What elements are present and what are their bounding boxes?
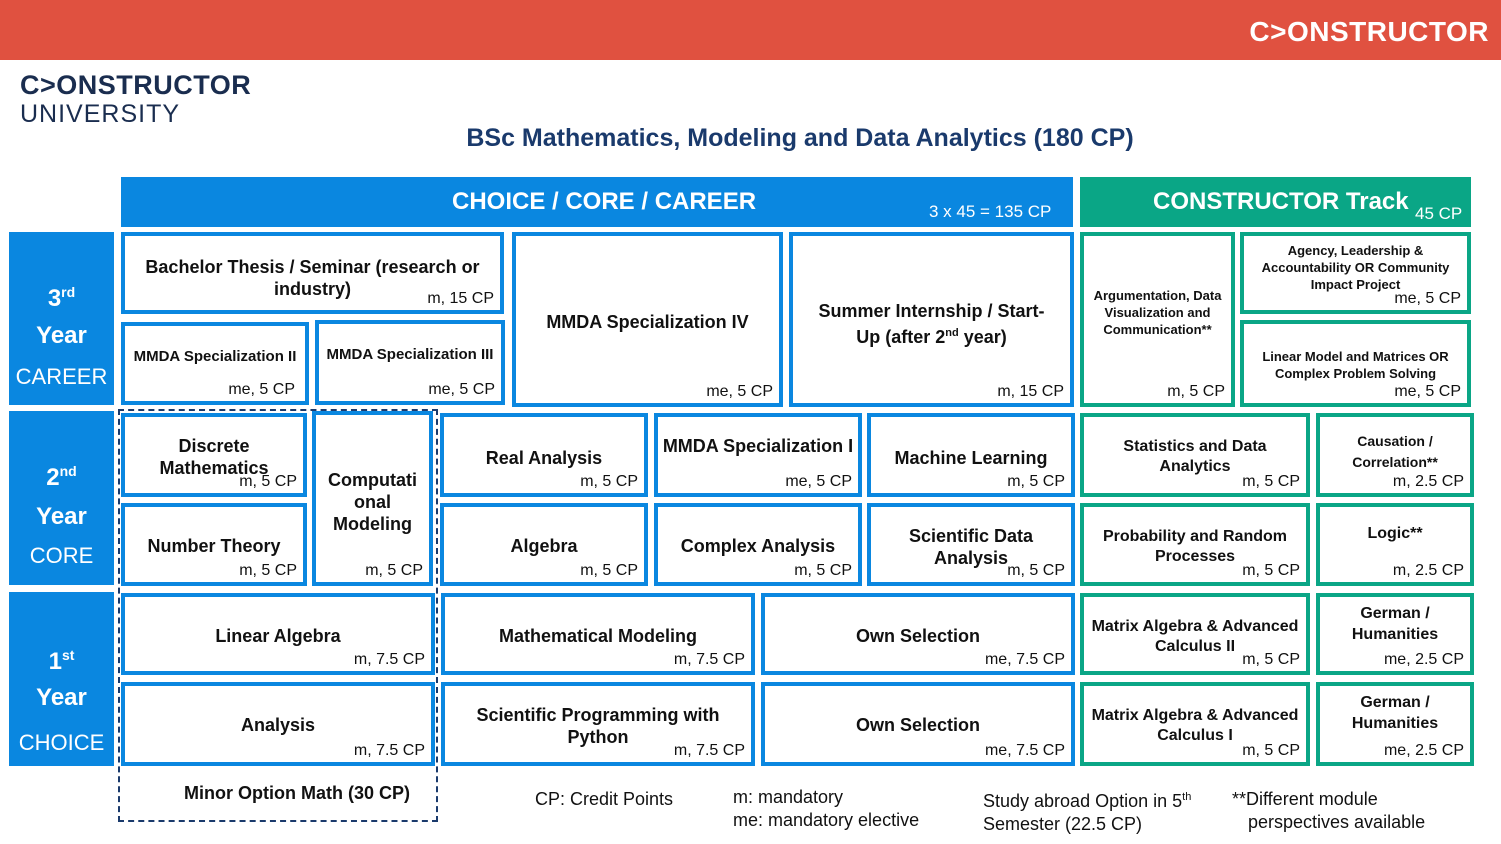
brand-wordmark: C>ONSTRUCTOR	[1249, 16, 1489, 47]
module-logic: Logic** m, 2.5 CP	[1316, 503, 1474, 586]
module-own-selection-2: Own Selection me, 7.5 CP	[761, 682, 1075, 766]
module-bachelor-thesis: Bachelor Thesis / Seminar (research or industry) m, 15 CP	[121, 232, 504, 314]
legend-credit-points: CP: Credit Points	[535, 789, 674, 809]
header-constructor-track: CONSTRUCTOR Track 45 CP	[1080, 177, 1471, 227]
year-1-label: 1st Year CHOICE	[9, 592, 114, 766]
university-logo	[20, 70, 251, 128]
module-mathematical-modeling: Mathematical Modeling m, 7.5 CP	[441, 593, 755, 675]
module-agency-leadership: Agency, Leadership & Accountability OR Community Impact Project me, 5 CP	[1240, 232, 1471, 314]
module-computational-modeling: Computati onal Modeling m, 5 CP	[312, 411, 433, 586]
legend-different-perspectives: **Different module perspectives available	[1232, 789, 1426, 832]
module-statistics-data-analytics: Statistics and Data Analytics m, 5 CP	[1080, 413, 1310, 497]
year-3-label: 3rd Year CAREER	[9, 232, 114, 405]
logo-line-2: UNIVERSITY	[20, 100, 181, 128]
module-algebra: Algebra m, 5 CP	[440, 503, 648, 586]
minor-option-label: Minor Option Math (30 CP)	[184, 783, 410, 803]
page-title: BSc Mathematics, Modeling and Data Analytics (180 CP)	[466, 124, 1134, 152]
module-german-humanities-1: German / Humanities me, 2.5 CP	[1316, 593, 1474, 675]
header-choice-core-career: CHOICE / CORE / CAREER 3 x 45 = 135 CP	[121, 177, 1073, 227]
module-scientific-programming-python: Scientific Programming with Python m, 7.5 CP	[441, 682, 755, 766]
module-mmda-specialization-iv: MMDA Specialization IV me, 5 CP	[512, 232, 783, 407]
module-own-selection-1: Own Selection me, 7.5 CP	[761, 593, 1075, 675]
module-analysis: Analysis m, 7.5 CP	[121, 682, 435, 766]
module-discrete-mathematics: Discrete Mathematics m, 5 CP	[121, 413, 307, 497]
module-mmda-specialization-i: MMDA Specialization I me, 5 CP	[654, 413, 862, 497]
module-number-theory: Number Theory m, 5 CP	[121, 503, 307, 586]
module-german-humanities-2: German / Humanities me, 2.5 CP	[1316, 682, 1474, 766]
legend-mandatory: m: mandatory me: mandatory elective	[733, 787, 920, 830]
module-summer-internship: Summer Internship / Start-Up (after 2nd year) m, 15 CP	[789, 232, 1074, 407]
legend-study-abroad: Study abroad Option in 5th Semester (22.5 CP)	[983, 791, 1192, 834]
year-2-label: 2nd Year CORE	[9, 411, 114, 585]
module-causation-correlation: Causation / Correlation** m, 2.5 CP	[1316, 413, 1474, 497]
minor-option-frame	[118, 409, 438, 822]
module-probability-random-processes: Probability and Random Processes m, 5 CP	[1080, 503, 1310, 586]
module-scientific-data-analysis: Scientific Data Analysis m, 5 CP	[867, 503, 1075, 586]
module-matrix-algebra-calculus-i: Matrix Algebra & Advanced Calculus I m, 5 CP	[1080, 682, 1310, 766]
module-matrix-algebra-calculus-ii: Matrix Algebra & Advanced Calculus II m, 5 CP	[1080, 593, 1310, 675]
top-banner	[0, 0, 1501, 60]
module-linear-algebra: Linear Algebra m, 7.5 CP	[121, 593, 435, 675]
module-real-analysis: Real Analysis m, 5 CP	[440, 413, 648, 497]
module-complex-analysis: Complex Analysis m, 5 CP	[654, 503, 862, 586]
module-mmda-specialization-ii: MMDA Specialization II me, 5 CP	[121, 322, 309, 405]
module-linear-model-matrices: Linear Model and Matrices OR Complex Problem Solving me, 5 CP	[1240, 320, 1471, 407]
module-machine-learning: Machine Learning m, 5 CP	[867, 413, 1075, 497]
module-mmda-specialization-iii: MMDA Specialization III me, 5 CP	[315, 320, 505, 405]
module-argumentation: Argumentation, Data Visualization and Communication** m, 5 CP	[1080, 232, 1235, 407]
logo-line-1: C>ONSTRUCTOR	[20, 70, 252, 100]
